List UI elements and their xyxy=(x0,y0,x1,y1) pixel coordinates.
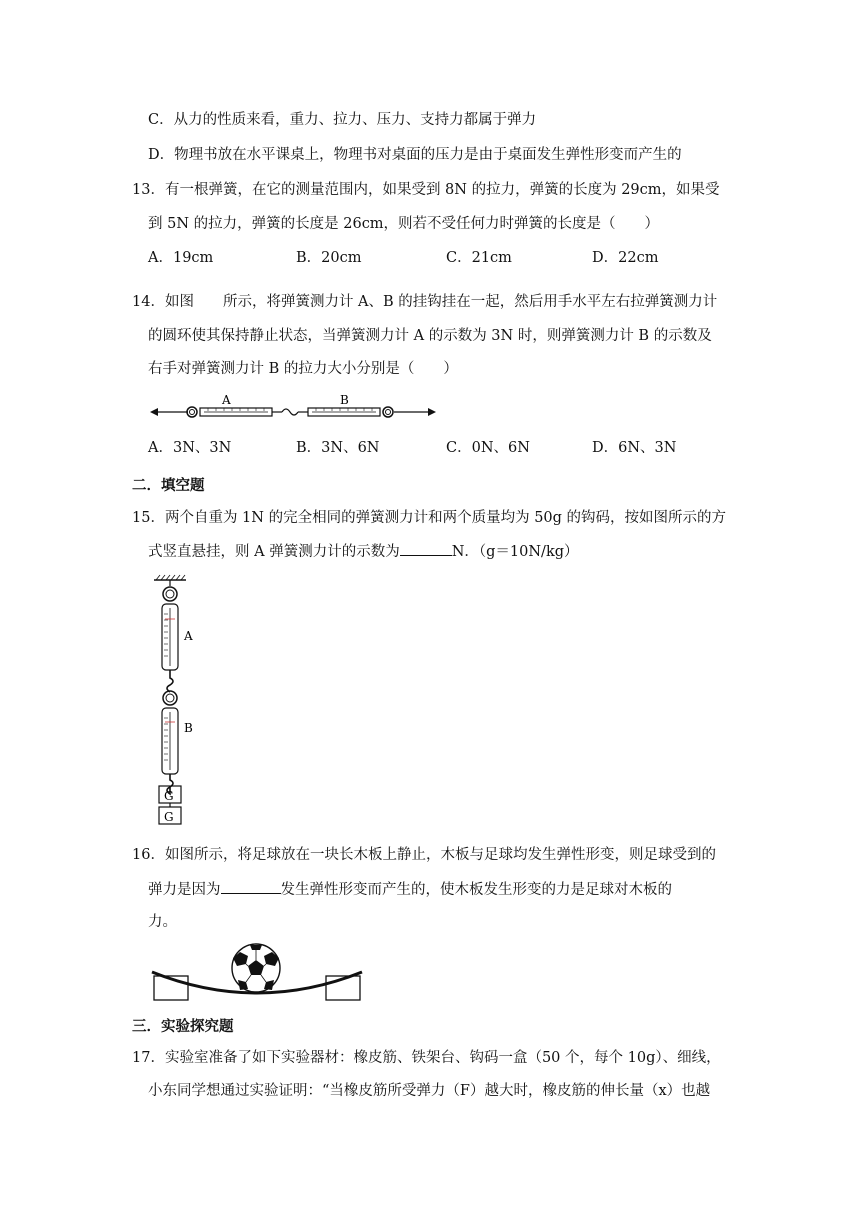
q16-answer-blank[interactable] xyxy=(221,879,281,894)
q13-line1: 13．有一根弹簧，在它的测量范围内，如果受到 8N 的拉力，弹簧的长度为 29cm，如果受 xyxy=(132,182,720,198)
q14-option-a: A．3N、3N xyxy=(148,440,232,456)
q15-weight-label-1: G xyxy=(164,789,174,803)
q14-spring-scales-figure xyxy=(148,390,438,426)
q12-option-c: C．从力的性质来看，重力、拉力、压力、支持力都属于弹力 xyxy=(148,112,537,128)
q16-ball-on-board-figure xyxy=(150,942,364,1006)
q15-line1: 15．两个自重为 1N 的完全相同的弹簧测力计和两个质量均为 50g 的钩码，按如图所示的方 xyxy=(132,510,727,526)
section-heading-experiment: 三．实验探究题 xyxy=(132,1019,234,1035)
q12-option-d: D．物理书放在水平课桌上，物理书对桌面的压力是由于桌面发生弹性形变而产生的 xyxy=(148,147,682,163)
q13-option-a: A．19cm xyxy=(148,250,214,266)
q16-line2-text-b: 发生弹性形变而产生的，使木板发生形变的力是足球对木板的 xyxy=(280,882,672,898)
q14-label-a: A xyxy=(222,393,231,407)
q15-answer-blank[interactable] xyxy=(400,541,452,556)
q15-weight-label-2: G xyxy=(164,810,174,824)
q13-option-c: C．21cm xyxy=(446,250,512,266)
q15-line2-text-a: 式竖直悬挂，则 A 弹簧测力计的示数为 xyxy=(148,544,400,560)
q13-option-b: B．20cm xyxy=(296,250,362,266)
q14-option-b: B．3N、6N xyxy=(296,440,380,456)
q14-label-b: B xyxy=(340,393,349,407)
q14-line3: 右手对弹簧测力计 B 的拉力大小分别是（ ） xyxy=(148,361,458,377)
section-heading-fill-in: 二．填空题 xyxy=(132,478,205,494)
q15-line2-text-b: N．（g＝10N/kg） xyxy=(451,544,579,560)
q16-line2 xyxy=(148,879,672,900)
q14-line2: 的圆环使其保持静止状态，当弹簧测力计 A 的示数为 3N 时，则弹簧测力计 B 的示数及 xyxy=(148,328,712,344)
q14-line1: 14．如图 所示，将弹簧测力计 A、B 的挂钩挂在一起，然后用手水平左右拉弹簧测力计 xyxy=(132,294,718,310)
q13-line2: 到 5N 的拉力，弹簧的长度是 26cm，则若不受任何力时弹簧的长度是（ ） xyxy=(148,216,660,232)
q14-option-d: D．6N、3N xyxy=(592,440,677,456)
q15-line2 xyxy=(148,541,579,562)
q14-option-c: C．0N、6N xyxy=(446,440,530,456)
q17-line2: 小东同学想通过实验证明：“当橡皮筋所受弹力（F）越大时，橡皮筋的伸长量（x）也越 xyxy=(148,1083,711,1099)
q15-hanging-scales-figure xyxy=(150,574,200,828)
q16-line3: 力。 xyxy=(148,914,177,930)
q13-option-d: D．22cm xyxy=(592,250,659,266)
q15-label-b: B xyxy=(184,721,193,735)
q17-line1: 17．实验室准备了如下实验器材：橡皮筋、铁架台、钩码一盒（50 个，每个 10g）、细线， xyxy=(132,1050,721,1066)
q16-line2-text-a: 弹力是因为 xyxy=(148,882,221,898)
q15-label-a: A xyxy=(184,629,193,643)
q16-line1: 16．如图所示，将足球放在一块长木板上静止，木板与足球均发生弹性形变，则足球受到的 xyxy=(132,847,716,863)
